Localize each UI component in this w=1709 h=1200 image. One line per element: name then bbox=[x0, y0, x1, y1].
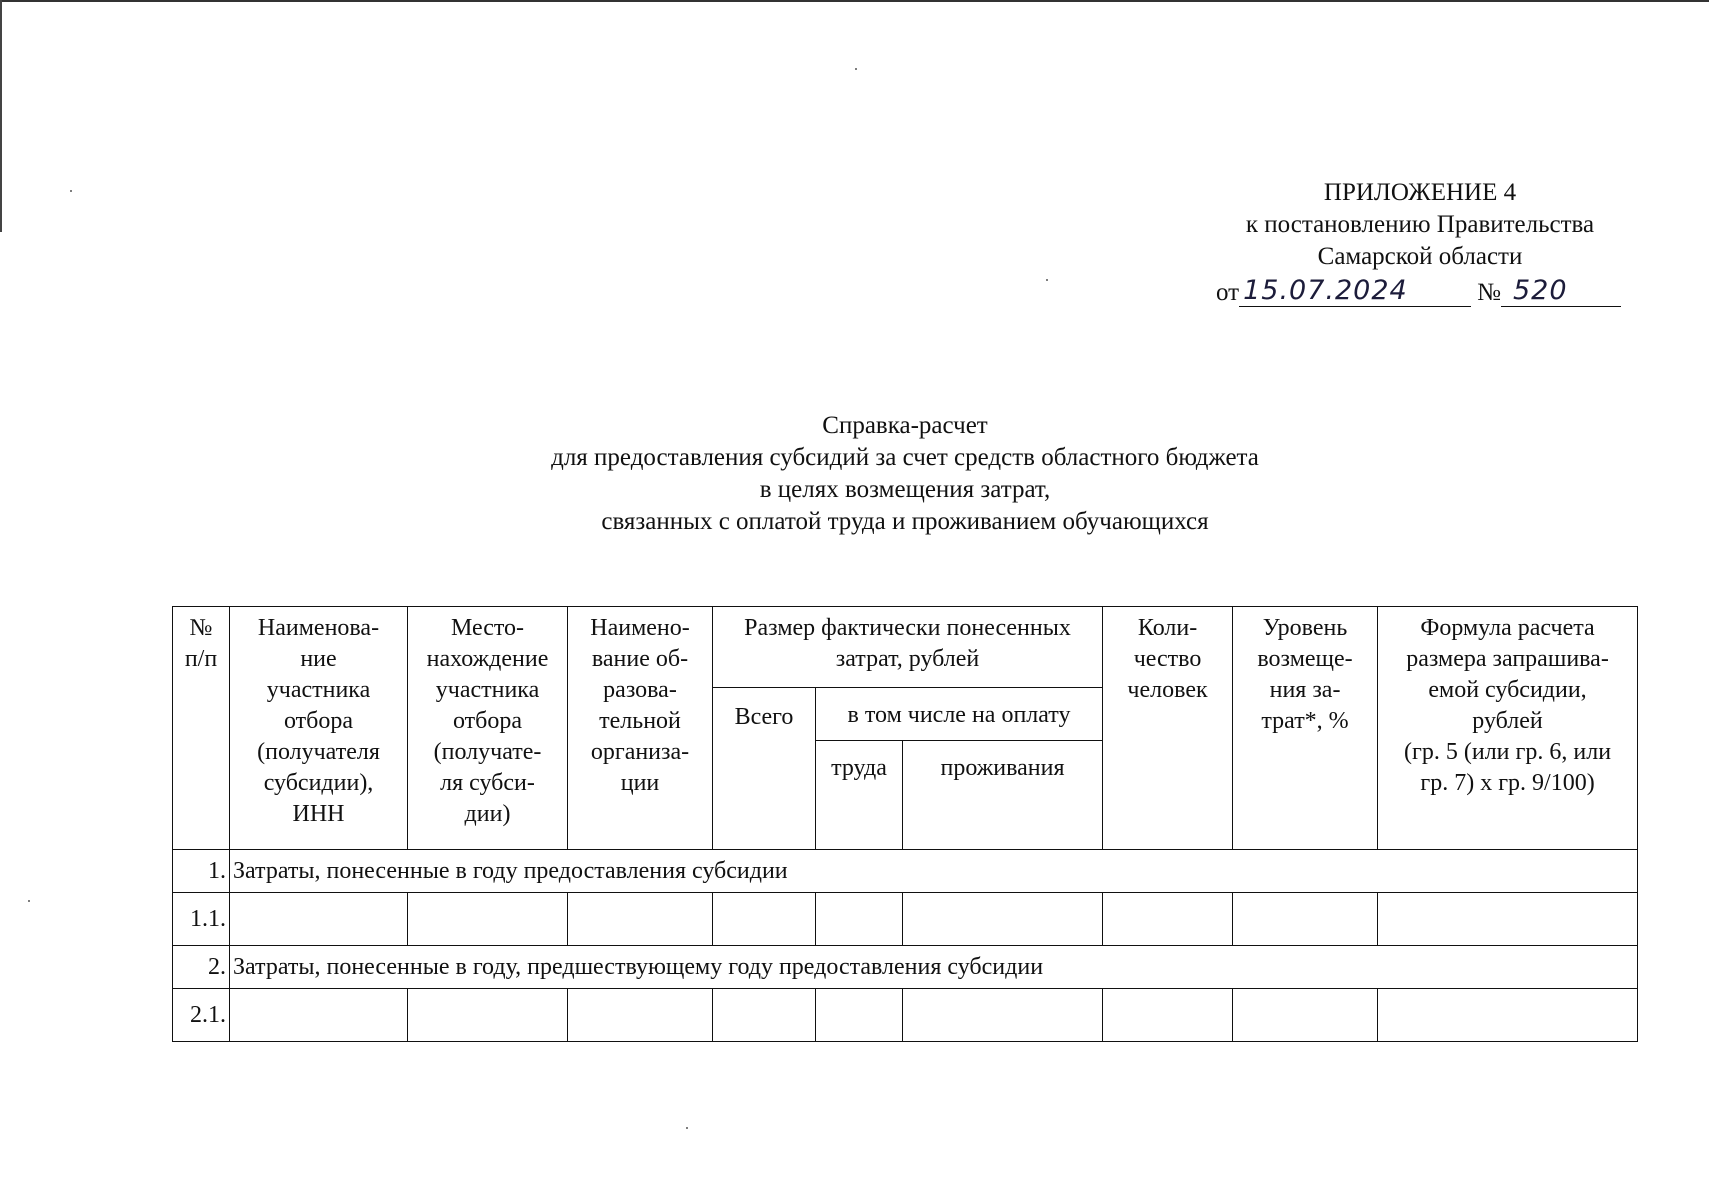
date-prefix: от bbox=[1216, 279, 1240, 306]
header-housing: проживания bbox=[903, 741, 1103, 850]
header-count: Коли- чество человек bbox=[1103, 607, 1233, 850]
scan-speck bbox=[686, 1127, 688, 1129]
cell-housing[interactable] bbox=[903, 989, 1103, 1042]
document-title bbox=[300, 410, 1510, 538]
title-line: Справка-расчет bbox=[822, 412, 988, 439]
cell-location[interactable] bbox=[408, 893, 568, 946]
cell-location[interactable] bbox=[408, 989, 568, 1042]
section-title: Затраты, понесенные в году, предшествующему году предоставления субсидии bbox=[230, 946, 1638, 989]
header-row-1 bbox=[173, 607, 1638, 688]
cell-housing[interactable] bbox=[903, 893, 1103, 946]
appendix-line-2: к постановлению Правительства bbox=[1245, 211, 1595, 238]
number-handwritten: 520 bbox=[1512, 275, 1568, 306]
appendix-line-3: Самарской области bbox=[1317, 243, 1523, 270]
header-labor: труда bbox=[816, 741, 903, 850]
scan-edge-top bbox=[0, 0, 1709, 2]
data-row-2-1 bbox=[173, 989, 1638, 1042]
header-total: Всего bbox=[713, 688, 816, 850]
number-prefix: № bbox=[1477, 279, 1501, 306]
cell-edu-org[interactable] bbox=[568, 989, 713, 1042]
row-number: 1.1. bbox=[173, 893, 230, 946]
data-row-1-1 bbox=[173, 893, 1638, 946]
header-level: Уровень возмеще- ния за- трат*, % bbox=[1233, 607, 1378, 850]
title-line: в целях возмещения затрат, bbox=[759, 476, 1051, 503]
header-participant: Наименова- ние участника отбора (получателя субсидии), ИНН bbox=[230, 607, 408, 850]
cell-level[interactable] bbox=[1233, 893, 1378, 946]
section-row-2 bbox=[173, 946, 1638, 989]
section-row-1 bbox=[173, 850, 1638, 893]
scan-edge-left bbox=[0, 0, 2, 232]
title-line: связанных с оплатой труда и проживанием обучающихся bbox=[601, 508, 1209, 535]
cell-total[interactable] bbox=[713, 893, 816, 946]
row-number: 1. bbox=[173, 850, 230, 893]
scan-speck bbox=[1046, 279, 1048, 281]
cell-participant[interactable] bbox=[230, 893, 408, 946]
cell-count[interactable] bbox=[1103, 893, 1233, 946]
calculation-table bbox=[172, 606, 1638, 1042]
cell-total[interactable] bbox=[713, 989, 816, 1042]
cell-level[interactable] bbox=[1233, 989, 1378, 1042]
header-including: в том числе на оплату bbox=[816, 688, 1103, 741]
cell-count[interactable] bbox=[1103, 989, 1233, 1042]
cell-labor[interactable] bbox=[816, 893, 903, 946]
date-field bbox=[1239, 276, 1471, 307]
scan-speck bbox=[28, 900, 30, 902]
header-edu-org: Наимено- вание об- разова- тельной организа- ции bbox=[568, 607, 713, 850]
row-number: 2. bbox=[173, 946, 230, 989]
cell-formula[interactable] bbox=[1378, 989, 1638, 1042]
title-line: для предоставления субсидий за счет средств областного бюджета bbox=[551, 444, 1259, 471]
cell-labor[interactable] bbox=[816, 989, 903, 1042]
appendix-block bbox=[1180, 177, 1660, 273]
header-num: № п/п bbox=[173, 607, 230, 850]
date-handwritten: 15.07.2024 bbox=[1243, 275, 1408, 306]
cell-edu-org[interactable] bbox=[568, 893, 713, 946]
header-costs-group: Размер фактически понесенных затрат, рублей bbox=[713, 607, 1103, 688]
header-location: Место- нахождение участника отбора (получате- ля субси- дии) bbox=[408, 607, 568, 850]
number-field bbox=[1501, 276, 1621, 307]
scan-speck bbox=[855, 68, 857, 70]
appendix-date-line bbox=[1216, 276, 1621, 310]
appendix-title: ПРИЛОЖЕНИЕ 4 bbox=[1323, 179, 1517, 206]
scan-speck bbox=[70, 190, 72, 192]
row-number: 2.1. bbox=[173, 989, 230, 1042]
cell-formula[interactable] bbox=[1378, 893, 1638, 946]
cell-participant[interactable] bbox=[230, 989, 408, 1042]
header-formula: Формула расчета размера запрашива- емой субсидии, рублей (гр. 5 (или гр. 6, или гр. 7) х гр. 9/100) bbox=[1378, 607, 1638, 850]
section-title: Затраты, понесенные в году предоставления субсидии bbox=[230, 850, 1638, 893]
